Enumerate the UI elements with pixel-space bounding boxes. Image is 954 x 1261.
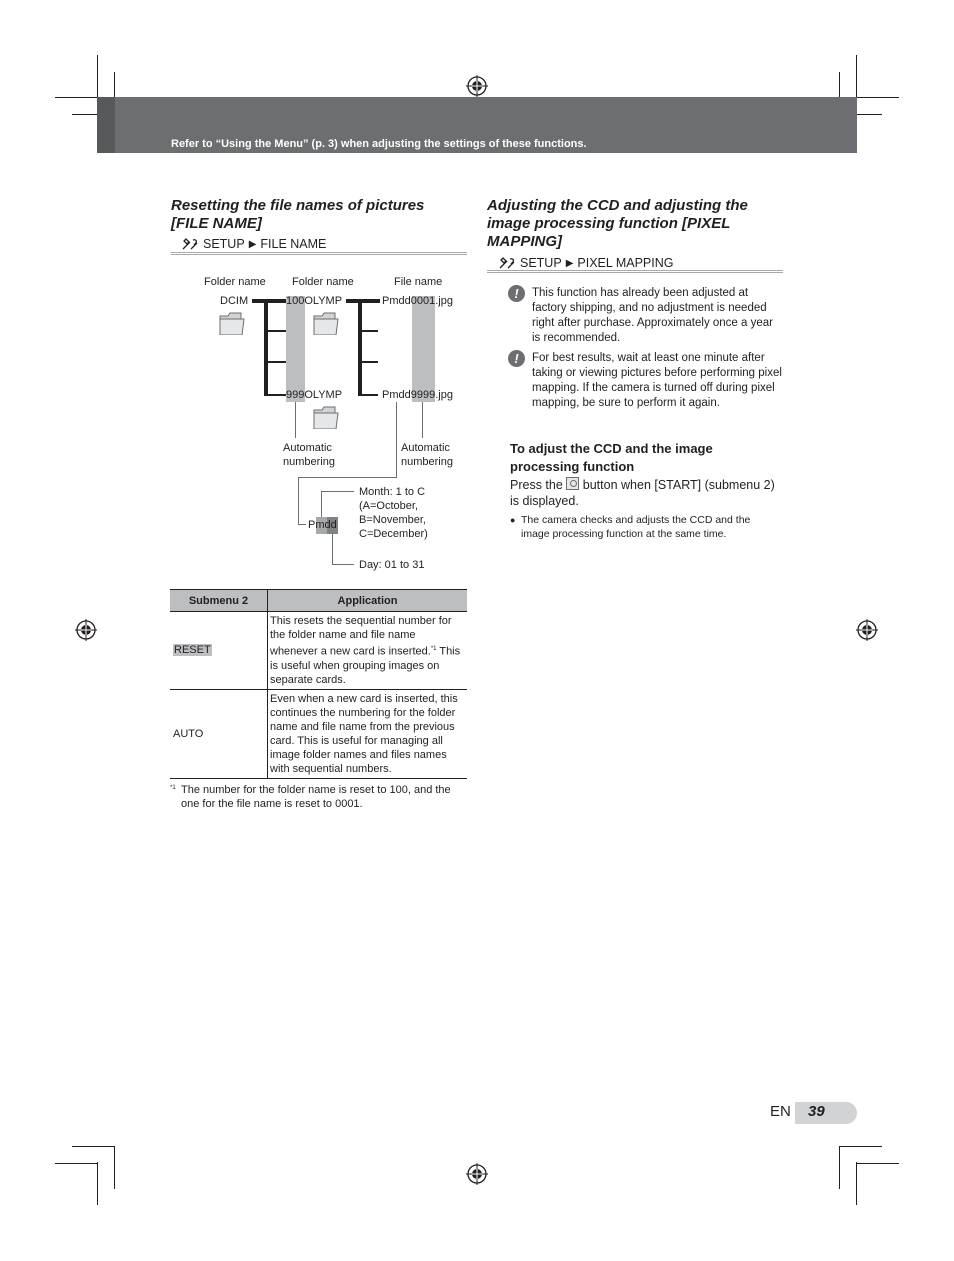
folder-range-highlight: [286, 296, 305, 402]
caution-note: For best results, wait at least one minute after taking or viewing pictures before performing pixel mapping. If the camera is turned off during pixel mapping, be sure to perform it again.: [532, 352, 782, 409]
section-rule: [487, 270, 783, 273]
crop-mark: [97, 1162, 98, 1205]
auto-numbering-folder: Automatic numbering: [283, 442, 335, 468]
registration-mark-icon: [466, 75, 488, 97]
tree-branch: [358, 394, 378, 396]
callout-line: [332, 564, 354, 565]
table-header: Submenu 2: [170, 590, 268, 612]
crop-mark: [839, 1146, 840, 1189]
callout-line: [298, 477, 299, 524]
crop-mark: [72, 1146, 115, 1147]
crop-mark: [97, 55, 98, 98]
section-rule: [171, 252, 467, 255]
menu-path-pixel-mapping: [498, 256, 673, 270]
callout-line: [396, 402, 397, 478]
crop-mark: [856, 1163, 899, 1164]
table-row: [170, 689, 467, 778]
tree-branch: [264, 330, 286, 332]
crop-mark: [856, 1162, 857, 1205]
tree-trunk: [358, 299, 362, 396]
callout-line: [332, 534, 333, 564]
tree-branch: [252, 299, 286, 303]
arrow-right-icon: ▶: [248, 238, 257, 250]
page-number-tab: [795, 1102, 857, 1124]
file-last-label: Pmdd9999.jpg: [382, 389, 453, 401]
col-label-folder: Folder name: [204, 276, 266, 288]
callout-line: [298, 524, 306, 525]
submenu-desc: This resets the sequential number for the folder name and file name whenever a new card is inserted.$^{*1}$ This is useful when grouping images on separate cards.: [268, 612, 468, 690]
caution-icon: !: [508, 285, 525, 302]
menu-path-file-name: [181, 237, 326, 251]
tree-branch: [346, 299, 380, 303]
language-label: EN: [770, 1103, 791, 1120]
menu-path-item: PIXEL MAPPING: [577, 256, 674, 270]
crop-mark: [839, 1146, 882, 1147]
dcim-label: DCIM: [220, 295, 249, 307]
crop-mark: [856, 97, 899, 98]
callout-line: [295, 402, 296, 438]
file-range-highlight: [412, 296, 435, 402]
col-label-file: File name: [394, 276, 443, 288]
submenu-table: [170, 589, 467, 779]
header-note: Refer to “Using the Menu” (p. 3) when adjusting the settings of these functions.: [171, 138, 587, 150]
menu-path-setup: SETUP: [203, 237, 245, 251]
menu-path-setup: SETUP: [520, 256, 562, 270]
registration-mark-icon: [75, 619, 97, 641]
table-row: [170, 612, 467, 690]
page-number: 39: [808, 1103, 825, 1120]
registration-mark-icon: [466, 1163, 488, 1185]
pmdd-label: Pmdd: [308, 519, 337, 531]
crop-mark: [856, 55, 857, 98]
caution-note: This function has already been adjusted at factory shipping, and no adjustment is needed right after purchase. Approximately once a year is recommended.: [532, 287, 773, 344]
callout-line: [321, 491, 354, 492]
auto-numbering-file: Automatic numbering: [401, 442, 453, 468]
footnote-text: The number for the folder name is reset to 100, and the one for the file name is reset to 0001.: [181, 784, 451, 810]
procedure-step: Press the button when [START] (submenu 2) is displayed.: [510, 478, 775, 508]
tree-branch: [264, 394, 286, 396]
col-label-folder: Folder name: [292, 276, 354, 288]
ok-button-icon: [566, 477, 579, 490]
callout-line: [422, 402, 423, 438]
callout-line: [321, 491, 322, 517]
file-first-label: Pmdd0001.jpg: [382, 295, 453, 307]
pixel-mapping-section-title: Adjusting the CCD and adjusting the image processing function [PIXEL MAPPING]: [487, 197, 748, 250]
submenu-name: RESET: [174, 644, 211, 657]
crop-mark: [114, 1146, 115, 1189]
submenu-name: AUTO: [170, 689, 268, 778]
caution-icon: !: [508, 350, 525, 367]
folder-first-label: 100OLYMP: [286, 295, 343, 307]
setup-wrench-icon: [181, 237, 199, 251]
arrow-right-icon: ▶: [565, 257, 574, 269]
crop-mark: [55, 1163, 98, 1164]
tree-branch: [358, 330, 378, 332]
tree-branch: [264, 361, 286, 363]
submenu-desc: Even when a new card is inserted, this continues the numbering for the folder name and file name from the previous card. This is useful for managing all image folder names and files names with sequential numbers.: [268, 689, 468, 778]
folder-last-label: 999OLYMP: [286, 389, 343, 401]
table-header: Application: [268, 590, 468, 612]
header-strip: [97, 97, 115, 153]
crop-mark: [55, 97, 98, 98]
bullet-dot-icon: ●: [510, 515, 516, 525]
folder-icon: [313, 405, 339, 429]
footnote-ref: *1: [430, 646, 437, 652]
setup-wrench-icon: [498, 256, 516, 270]
month-note: Month: 1 to C (A=October, B=November, C=December): [359, 486, 428, 540]
procedure-bullet: ● The camera checks and adjusts the CCD and the image processing function at the same time.: [510, 514, 751, 540]
procedure-heading: To adjust the CCD and the image processing function: [510, 441, 713, 474]
folder-icon: [313, 311, 339, 335]
tree-trunk: [264, 299, 268, 396]
day-note: Day: 01 to 31: [359, 559, 425, 571]
file-name-section-title: Resetting the file names of pictures [FILE NAME]: [171, 197, 425, 232]
footnote-mark: *1: [170, 785, 176, 791]
tree-branch: [358, 361, 378, 363]
menu-path-item: FILE NAME: [260, 237, 327, 251]
footnote: [170, 783, 470, 811]
folder-icon: [219, 311, 245, 335]
registration-mark-icon: [856, 619, 878, 641]
callout-line: [298, 477, 397, 478]
